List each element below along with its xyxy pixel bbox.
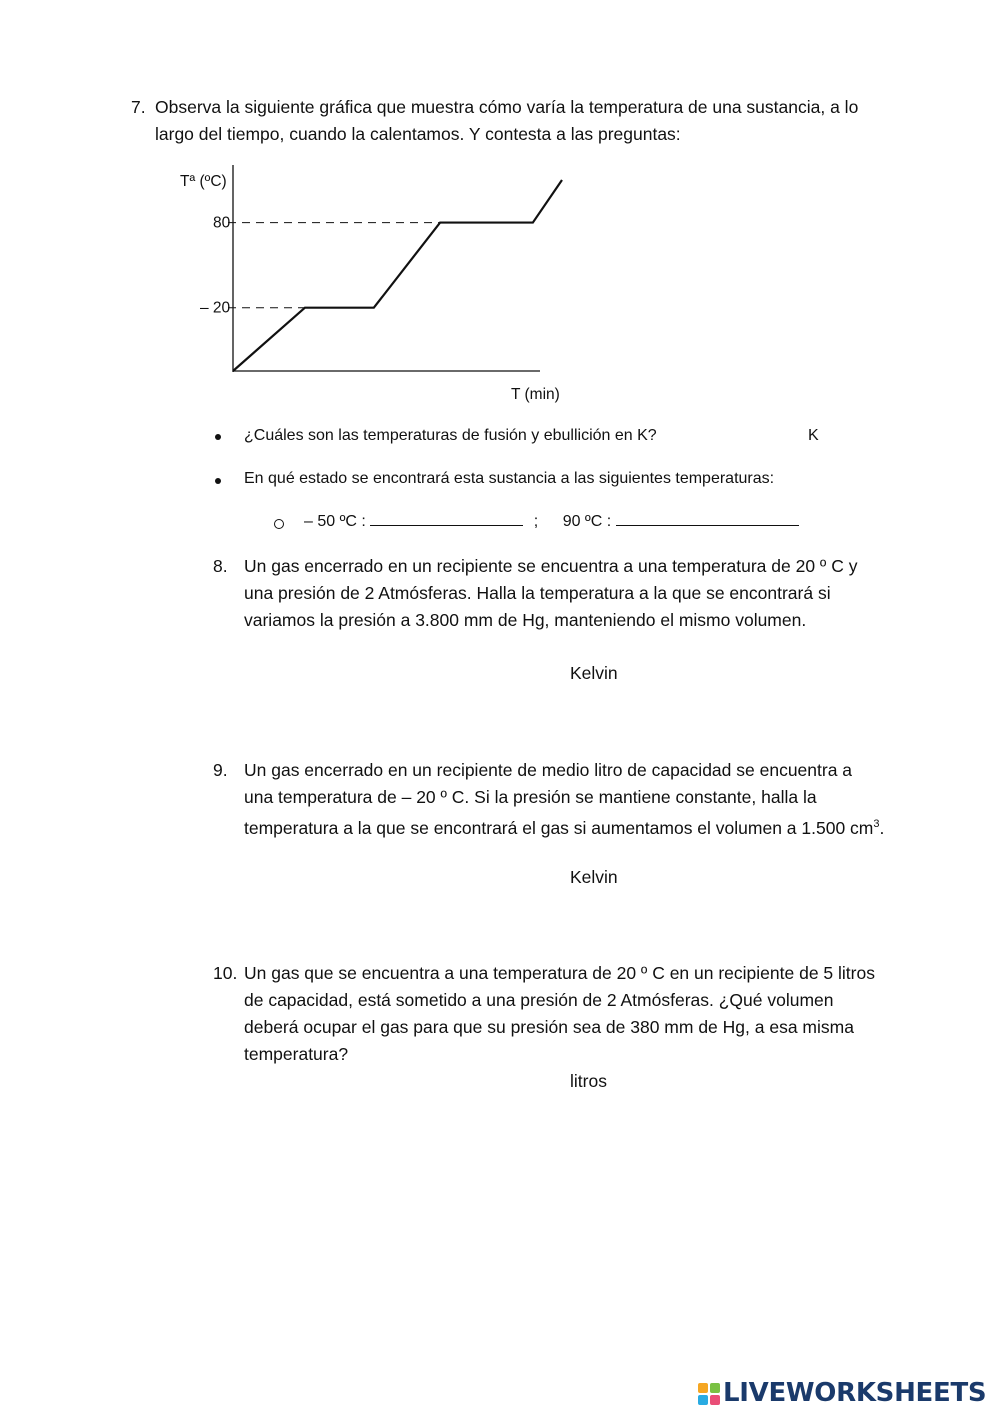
answer-blank-90[interactable] [616, 525, 799, 526]
y-tick-label-minus-20: – 20 [200, 299, 231, 317]
y-tick-label-80: 80 [213, 214, 231, 232]
x-axis-label: T (min) [511, 386, 560, 403]
sub-a-label: – 50 ºC : [304, 513, 366, 530]
q7-line-1: Observa la siguiente gráfica que muestra cómo varía la temperatura de una sustancia, a lo [155, 97, 859, 117]
q9-superscript: 3 [873, 818, 880, 830]
y-axis-label: Tª (ºC) [180, 173, 227, 190]
logo-square [698, 1395, 708, 1405]
logo-square [698, 1383, 708, 1393]
q7-bullet-2: En qué estado se encontrará esta sustancia a las siguientes temperaturas: [244, 470, 775, 487]
q10-answer-unit: litros [570, 1071, 607, 1091]
sub-b-label: 90 ºC : [562, 513, 612, 530]
q8-number: 8. [213, 556, 228, 576]
q9-line-2: una temperatura de – 20 º C. Si la presión se mantiene constante, halla la [244, 787, 817, 807]
q9-number: 9. [213, 760, 228, 780]
sub-bullet-marker [274, 519, 284, 529]
q10-line-3: deberá ocupar el gas para que su presión sea de 380 mm de Hg, a esa misma [244, 1017, 854, 1037]
q10-line-1: Un gas que se encuentra a una temperatura de 20 º C en un recipiente de 5 litros [244, 963, 875, 983]
q7-number: 7. [131, 97, 146, 117]
q7-line-2: largo del tiempo, cuando la calentamos. Y contesta a las preguntas: [155, 124, 681, 144]
q9-line-1: Un gas encerrado en un recipiente de medio litro de capacidad se encuentra a [244, 760, 853, 780]
q7-bullet-1: ¿Cuáles son las temperaturas de fusión y ebullición en K? [244, 427, 657, 444]
liveworksheets-logo-icon [698, 1383, 722, 1407]
sub-separator: ; [533, 513, 539, 530]
q8-line-2: una presión de 2 Atmósferas. Halla la temperatura a la que se encontrará si [244, 583, 831, 603]
q7-sub-answer-row [304, 513, 799, 531]
q7-bullet-1-unit: K [808, 427, 819, 444]
liveworksheets-brand[interactable]: LIVEWORKSHEETS [723, 1378, 987, 1408]
q10-line-2: de capacidad, está sometido a una presión de 2 Atmósferas. ¿Qué volumen [244, 990, 834, 1010]
temperature-time-chart [170, 160, 590, 410]
heating-curve-line [233, 180, 562, 371]
q9-answer-unit: Kelvin [570, 867, 618, 887]
q10-number: 10. [213, 963, 238, 983]
q9-line-3-end: . [879, 817, 885, 838]
q10-line-4: temperatura? [244, 1044, 349, 1064]
bullet-marker [215, 434, 221, 440]
q9-line-3 [244, 811, 884, 842]
logo-square [710, 1395, 720, 1405]
logo-square [710, 1383, 720, 1393]
q8-line-3: variamos la presión a 3.800 mm de Hg, manteniendo el mismo volumen. [244, 610, 807, 630]
bullet-marker [215, 478, 221, 484]
answer-blank-minus-50[interactable] [370, 525, 523, 526]
q8-answer-unit: Kelvin [570, 663, 618, 683]
q9-line-3-text: temperatura a la que se encontrará el gas si aumentamos el volumen a 1.500 cm [244, 817, 874, 838]
q8-line-1: Un gas encerrado en un recipiente se encuentra a una temperatura de 20 º C y [244, 556, 858, 576]
